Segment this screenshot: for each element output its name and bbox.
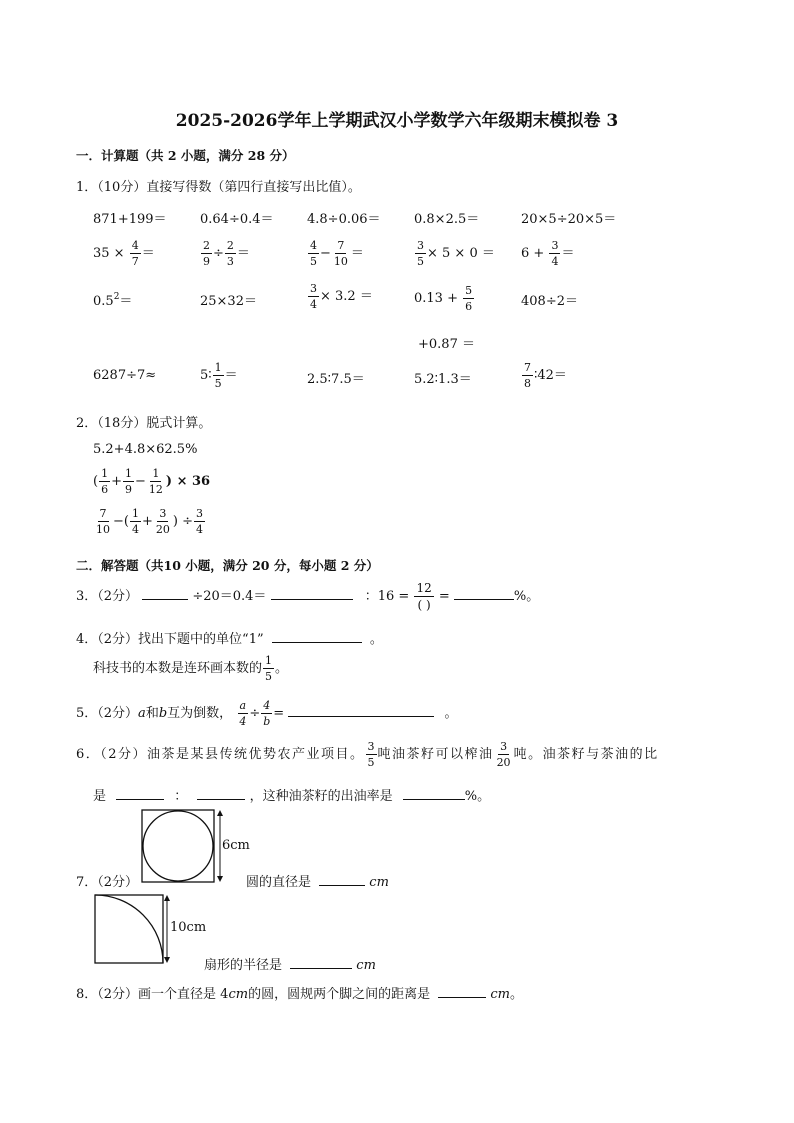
answer-blank[interactable] [403,787,465,800]
q1-r4-d: 5.2∶1.3＝ [414,372,472,387]
q1-r2-b: $\frac{2}{9}$ ÷ $\frac{2}{3}$ ＝ [203,239,250,268]
q1-r1-e: 20×5÷20×5＝ [521,212,617,227]
q1-r3-b: 25×32＝ [200,294,257,309]
answer-blank[interactable] [438,985,486,998]
arrow-up-icon [164,895,170,901]
q1-r3-d: 0.13 + $\frac{5}{6}$ [414,284,473,313]
circle-dimension-label: 6cm [222,838,250,853]
arrow-down-icon [217,876,223,882]
answer-blank[interactable] [197,787,245,800]
question-7-circle-text: 圆的直径是 cm [246,875,389,890]
q1-r2-a: 35 × $\frac{4}{7}$ ＝ [93,239,155,268]
answer-blank[interactable] [116,787,164,800]
sector-dimension-label: 10cm [170,920,207,935]
sector-figure [93,893,173,967]
q2-expr-1: 5.2+4.8×62.5% [93,442,198,457]
question-4: 4．（2分）找出下题中的单位“1” 。 [76,632,383,647]
question-7-label: 7．（2分） [76,875,139,890]
q1-r4-a: 6287÷7≈ [93,368,157,383]
q1-r1-c: 4.8÷0.06＝ [307,212,381,227]
question-6-line-2: 是 ： ，这种油茶籽的出油率是 %。 [93,789,491,804]
question-3: 3．（2分） ÷20＝0.4＝ ：16 = $\frac{12}{( )}$ = %。 [76,581,540,612]
answer-blank[interactable] [454,587,514,600]
page-title: 2025-2026学年上学期武汉小学数学六年级期末模拟卷 3 [175,111,619,131]
question-1-label: 1．（10分）直接写得数（第四行直接写出比值）。 [76,180,361,195]
q2-expr-2: ( $\frac{1}{6}$ + $\frac{1}{9}$ − $\frac{1}{12}$ ) × 36 [93,467,211,496]
question-2-label: 2．（18分）脱式计算。 [76,416,212,431]
question-4-sub: 科技书的本数是连环画本数的 $\frac{1}{5}$ 。 [93,654,289,683]
answer-blank[interactable] [142,587,188,600]
q1-r4-e: $\frac{7}{8}$ ∶42＝ [524,361,567,390]
question-7-sector-text: 扇形的半径是 cm [204,958,376,973]
q1-r4-c: 2.5∶7.5＝ [307,372,365,387]
section-2-heading: 二．解答题（共10 小题，满分 20 分，每小题 2 分） [76,558,379,573]
answer-blank[interactable] [290,956,352,969]
q1-r3-c: $\frac{3}{4}$ × 3.2 ＝ [310,282,373,311]
question-6: 6．（2分）油茶是某县传统优势农产业项目。 $\frac{3}{5}$ 吨油茶籽可以榨油 $\frac{3}{20}$ 吨。油茶籽与茶油的比 [76,740,659,769]
arrow-down-icon [164,957,170,963]
q1-r3-e: 408÷2＝ [521,294,578,309]
answer-blank[interactable] [319,873,365,886]
q1-r2-e: 6 + $\frac{3}{4}$ ＝ [521,239,575,268]
answer-blank[interactable] [288,704,434,717]
arrow-up-icon [217,810,223,816]
q1-r1-a: 871+199＝ [93,212,167,227]
square-shape [95,895,163,963]
q2-expr-3: $\frac{7}{10}$ −( $\frac{1}{4}$ + $\frac{3}{20}$ ) ÷ $\frac{3}{4}$ [96,507,203,536]
question-5: 5．（2分）a和b互为倒数， $\frac{a}{4}$ ÷ $\frac{4}{b}$ = 。 [76,699,458,728]
q1-r1-d: 0.8×2.5＝ [414,212,480,227]
q1-r2-d: $\frac{3}{5}$ × 5 × 0 ＝ [417,239,495,268]
fraction: $\frac{4}{7}$ [131,239,139,268]
answer-blank[interactable] [272,630,362,643]
answer-blank[interactable] [271,587,353,600]
q1-r3-d-cont: +0.87 ＝ [418,337,475,352]
circle-shape [143,811,213,881]
q1-r2-c: $\frac{4}{5}$ − $\frac{7}{10}$ ＝ [310,239,364,268]
arc-shape [95,895,163,963]
section-1-heading: 一．计算题（共 2 小题，满分 28 分） [76,148,295,163]
q1-r4-b: 5∶ $\frac{1}{5}$ ＝ [200,361,238,390]
question-8: 8．（2分）画一个直径是 4cm的圆，圆规两个脚之间的距离是 cm。 [76,987,523,1002]
q1-r1-b: 0.64÷0.4＝ [200,212,274,227]
q1-r3-a: $0.5^2=$ [93,292,133,309]
